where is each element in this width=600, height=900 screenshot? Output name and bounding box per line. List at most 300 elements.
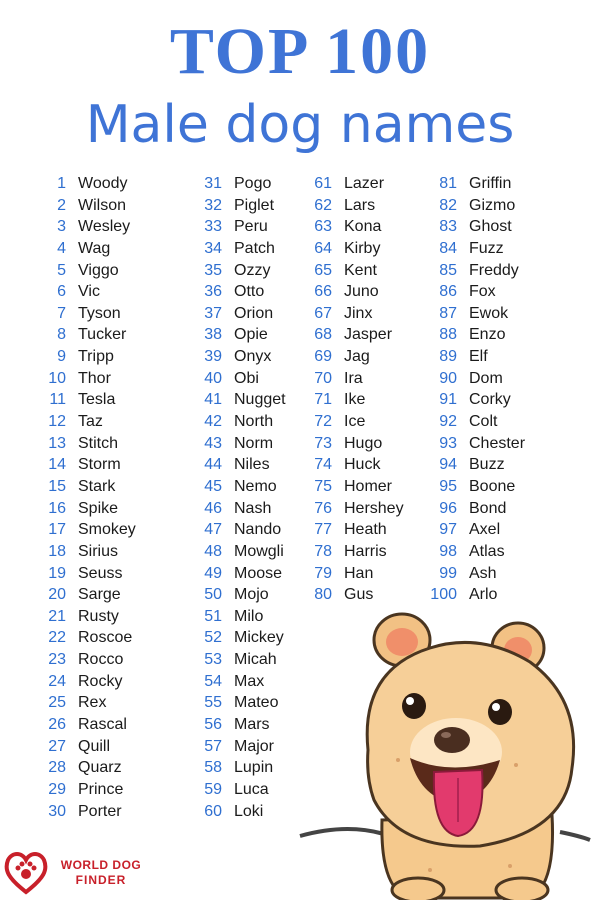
dog-name: Harris <box>344 542 387 560</box>
name-row <box>306 260 404 282</box>
dog-name: Tyson <box>78 304 121 322</box>
name-column-4 <box>420 173 525 606</box>
dog-name: Jag <box>344 348 370 366</box>
rank-number: 82 <box>439 196 457 214</box>
rank-number: 72 <box>314 413 332 431</box>
dog-name: Rex <box>78 694 107 712</box>
name-row <box>420 216 525 238</box>
rank-number: 19 <box>48 564 66 582</box>
name-row <box>420 346 525 368</box>
rank-number: 56 <box>204 716 222 734</box>
dog-name: Max <box>234 672 265 690</box>
name-row <box>196 324 286 346</box>
name-row <box>36 519 136 541</box>
dog-name: Lazer <box>344 175 385 192</box>
rank-number: 11 <box>49 391 66 409</box>
dog-name: Niles <box>234 456 270 474</box>
dog-name: Pogo <box>234 175 272 192</box>
dog-name: Enzo <box>469 326 506 344</box>
name-row <box>196 411 286 433</box>
dog-name: Quill <box>78 737 111 755</box>
dog-name: Ash <box>469 564 497 582</box>
rank-number: 26 <box>48 716 66 734</box>
dog-name: Axel <box>469 521 501 539</box>
rank-number: 33 <box>204 218 222 236</box>
rank-number: 10 <box>48 369 66 387</box>
dog-name: Gizmo <box>469 196 516 214</box>
name-row <box>196 692 286 714</box>
name-row <box>196 736 286 758</box>
rank-number: 51 <box>204 607 222 625</box>
name-row <box>36 757 136 779</box>
rank-number: 47 <box>204 521 222 539</box>
dog-name: Stitch <box>78 434 119 452</box>
rank-number: 20 <box>48 586 66 604</box>
dog-name: Dom <box>469 369 503 387</box>
rank-number: 31 <box>204 175 222 192</box>
rank-number: 68 <box>314 326 332 344</box>
rank-number: 5 <box>57 261 66 279</box>
name-row <box>36 260 136 282</box>
dog-name: Nugget <box>234 391 286 409</box>
name-row <box>196 714 286 736</box>
dog-name: Wesley <box>78 218 131 236</box>
name-row <box>36 606 136 628</box>
name-row <box>36 195 136 217</box>
dog-name: Arlo <box>469 586 498 604</box>
rank-number: 75 <box>314 477 332 495</box>
name-column-1 <box>36 173 136 822</box>
name-row <box>196 281 286 303</box>
rank-number: 18 <box>48 542 66 560</box>
dog-name: Juno <box>344 283 379 301</box>
dog-name: Spike <box>78 499 119 517</box>
dog-name: Norm <box>234 434 274 452</box>
rank-number: 24 <box>48 672 66 690</box>
rank-number: 59 <box>204 780 222 798</box>
rank-number: 41 <box>204 391 222 409</box>
name-row <box>306 411 404 433</box>
rank-number: 60 <box>204 802 222 820</box>
name-row <box>196 303 286 325</box>
name-row <box>420 519 525 541</box>
rank-number: 61 <box>314 175 332 192</box>
dog-name: Mateo <box>234 694 279 712</box>
rank-number: 2 <box>57 196 66 214</box>
name-row <box>420 476 525 498</box>
rank-number: 37 <box>204 304 222 322</box>
rank-number: 21 <box>48 607 66 625</box>
name-row <box>420 433 525 455</box>
logo-text-line1: WORLD DOG <box>60 858 142 872</box>
dog-name: Hershey <box>344 499 404 517</box>
rank-number: 49 <box>204 564 222 582</box>
name-row <box>36 346 136 368</box>
dog-name: Jasper <box>344 326 393 344</box>
dog-name: Sarge <box>78 586 121 604</box>
name-row <box>306 541 404 563</box>
name-row <box>36 216 136 238</box>
dog-name: Woody <box>78 175 128 192</box>
name-row <box>420 411 525 433</box>
rank-number: 69 <box>314 348 332 366</box>
name-row <box>36 801 136 823</box>
name-row <box>306 303 404 325</box>
dog-name: Mars <box>234 716 270 734</box>
dog-name: Corky <box>469 391 511 409</box>
rank-number: 91 <box>439 391 457 409</box>
rank-number: 89 <box>439 348 457 366</box>
rank-number: 55 <box>204 694 222 712</box>
dog-name: Gus <box>344 586 374 604</box>
rank-number: 50 <box>204 586 222 604</box>
rank-number: 36 <box>204 283 222 301</box>
rank-number: 42 <box>204 413 222 431</box>
rank-number: 83 <box>439 218 457 236</box>
name-row <box>306 368 404 390</box>
name-column-3 <box>306 173 404 606</box>
dog-name: Porter <box>78 802 122 820</box>
rank-number: 40 <box>204 369 222 387</box>
dog-name: Ira <box>344 369 363 387</box>
name-row <box>420 454 525 476</box>
rank-number: 87 <box>439 304 457 322</box>
name-row <box>306 476 404 498</box>
name-row <box>196 433 286 455</box>
name-row <box>196 541 286 563</box>
rank-number: 22 <box>48 629 66 647</box>
dog-name: Piglet <box>234 196 275 214</box>
rank-number: 96 <box>439 499 457 517</box>
dog-name: Taz <box>78 413 103 431</box>
dog-name: Tucker <box>78 326 127 344</box>
rank-number: 90 <box>439 369 457 387</box>
dog-name: Homer <box>344 477 393 495</box>
name-row <box>196 757 286 779</box>
rank-number: 3 <box>57 218 66 236</box>
rank-number: 38 <box>204 326 222 344</box>
name-row <box>420 563 525 585</box>
dog-name: Opie <box>234 326 268 344</box>
rank-number: 95 <box>439 477 457 495</box>
dog-name: Obi <box>234 369 259 387</box>
rank-number: 65 <box>314 261 332 279</box>
rank-number: 81 <box>439 175 457 192</box>
name-row <box>36 303 136 325</box>
name-row <box>36 433 136 455</box>
rank-number: 6 <box>57 283 66 301</box>
dog-name: Viggo <box>78 261 119 279</box>
name-row <box>420 281 525 303</box>
name-row <box>36 173 136 195</box>
name-row <box>196 649 286 671</box>
name-row <box>36 627 136 649</box>
name-row <box>196 454 286 476</box>
name-row <box>196 238 286 260</box>
name-row <box>36 692 136 714</box>
name-row <box>306 173 404 195</box>
dog-name: Heath <box>344 521 387 539</box>
name-row <box>196 346 286 368</box>
name-row <box>306 216 404 238</box>
rank-number: 1 <box>57 175 66 192</box>
name-row <box>196 627 286 649</box>
name-row <box>306 433 404 455</box>
dog-name: Peru <box>234 218 268 236</box>
dog-name: Orion <box>234 304 274 322</box>
dog-name: Ice <box>344 413 366 431</box>
name-row <box>420 173 525 195</box>
dog-name: Micah <box>234 651 277 669</box>
name-row <box>420 195 525 217</box>
rank-number: 93 <box>439 434 457 452</box>
dog-name: Freddy <box>469 261 519 279</box>
name-row <box>306 389 404 411</box>
name-row <box>36 736 136 758</box>
dog-name: Ozzy <box>234 261 271 279</box>
dog-name: Lars <box>344 196 376 214</box>
dog-name: Seuss <box>78 564 123 582</box>
rank-number: 79 <box>314 564 332 582</box>
name-row <box>36 779 136 801</box>
dog-name: Moose <box>234 564 283 582</box>
name-row <box>420 389 525 411</box>
rank-number: 30 <box>48 802 66 820</box>
rank-number: 34 <box>204 239 222 257</box>
name-row <box>420 238 525 260</box>
rank-number: 7 <box>57 304 66 322</box>
rank-number: 100 <box>430 586 457 604</box>
name-row <box>36 281 136 303</box>
name-row <box>196 195 286 217</box>
rank-number: 12 <box>48 413 66 431</box>
name-row <box>196 498 286 520</box>
dog-name: Boone <box>469 477 516 495</box>
dog-name: Milo <box>234 607 264 625</box>
name-row <box>196 389 286 411</box>
name-row <box>196 260 286 282</box>
page-title: TOP 100 <box>169 15 431 88</box>
rank-number: 70 <box>314 369 332 387</box>
dog-name: Mojo <box>234 586 269 604</box>
name-row <box>420 541 525 563</box>
rank-number: 46 <box>204 499 222 517</box>
name-row <box>196 216 286 238</box>
rank-number: 64 <box>314 239 332 257</box>
name-row <box>36 563 136 585</box>
dog-name: Vic <box>78 283 100 301</box>
chow-chow-puppy-icon <box>290 600 600 900</box>
rank-number: 98 <box>439 542 457 560</box>
dog-name: Mowgli <box>234 542 284 560</box>
name-row <box>36 584 136 606</box>
dog-name: Loki <box>234 802 264 820</box>
rank-number: 53 <box>204 651 222 669</box>
name-row <box>306 563 404 585</box>
name-row <box>420 498 525 520</box>
name-row <box>196 173 286 195</box>
rank-number: 99 <box>439 564 457 582</box>
rank-number: 73 <box>314 434 332 452</box>
rank-number: 43 <box>204 434 222 452</box>
rank-number: 84 <box>439 239 457 257</box>
dog-name: Smokey <box>78 521 136 539</box>
name-row <box>306 454 404 476</box>
dog-name: Tesla <box>78 391 116 409</box>
rank-number: 44 <box>204 456 222 474</box>
name-row <box>36 389 136 411</box>
rank-number: 35 <box>204 261 222 279</box>
dog-name: Major <box>234 737 275 755</box>
rank-number: 14 <box>48 456 66 474</box>
rank-number: 52 <box>204 629 222 647</box>
dog-name: Ike <box>344 391 366 409</box>
name-row <box>196 584 286 606</box>
rank-number: 80 <box>314 586 332 604</box>
name-row <box>196 606 286 628</box>
rank-number: 16 <box>48 499 66 517</box>
dog-name: Lupin <box>234 759 274 777</box>
dog-name: Ewok <box>469 304 509 322</box>
rank-number: 8 <box>57 326 66 344</box>
rank-number: 54 <box>204 672 222 690</box>
rank-number: 17 <box>48 521 66 539</box>
dog-name: Bond <box>469 499 507 517</box>
dog-name: Wilson <box>78 196 127 214</box>
rank-number: 13 <box>48 434 66 452</box>
rank-number: 23 <box>48 651 66 669</box>
name-row <box>196 779 286 801</box>
dog-name: Nando <box>234 521 282 539</box>
dog-name: Atlas <box>469 542 505 560</box>
rank-number: 57 <box>204 737 222 755</box>
name-row <box>420 260 525 282</box>
dog-name: Rascal <box>78 716 127 734</box>
rank-number: 78 <box>314 542 332 560</box>
rank-number: 45 <box>204 477 222 495</box>
dog-name: Wag <box>78 239 111 257</box>
name-row <box>306 324 404 346</box>
rank-number: 58 <box>204 759 222 777</box>
rank-number: 97 <box>439 521 457 539</box>
name-row <box>196 476 286 498</box>
name-row <box>36 324 136 346</box>
dog-name: Huck <box>344 456 381 474</box>
dog-name: Kona <box>344 218 382 236</box>
name-row <box>306 498 404 520</box>
dog-name: Nash <box>234 499 272 517</box>
dog-name: Tripp <box>78 348 114 366</box>
rank-number: 25 <box>48 694 66 712</box>
dog-name: Roscoe <box>78 629 133 647</box>
dog-name: Kent <box>344 261 377 279</box>
name-row <box>36 498 136 520</box>
rank-number: 88 <box>439 326 457 344</box>
dog-name: North <box>234 413 274 431</box>
dog-name: Storm <box>78 456 121 474</box>
rank-number: 76 <box>314 499 332 517</box>
name-row <box>306 238 404 260</box>
name-row <box>36 238 136 260</box>
rank-number: 32 <box>204 196 222 214</box>
name-row <box>36 411 136 433</box>
name-row <box>36 454 136 476</box>
rank-number: 63 <box>314 218 332 236</box>
dog-name: Otto <box>234 283 265 301</box>
rank-number: 28 <box>48 759 66 777</box>
logo-text-line2: FINDER <box>75 873 127 887</box>
name-row <box>306 281 404 303</box>
dog-name: Patch <box>234 239 275 257</box>
dog-name: Buzz <box>469 456 505 474</box>
rank-number: 15 <box>48 477 66 495</box>
rank-number: 66 <box>314 283 332 301</box>
name-column-2 <box>196 173 286 822</box>
dog-name: Rocky <box>78 672 123 690</box>
rank-number: 67 <box>314 304 332 322</box>
rank-number: 27 <box>48 737 66 755</box>
name-row <box>36 671 136 693</box>
name-row <box>196 801 286 823</box>
heart-paw-icon <box>2 848 50 896</box>
name-row <box>420 368 525 390</box>
rank-number: 71 <box>314 391 332 409</box>
rank-number: 86 <box>439 283 457 301</box>
dog-name: Colt <box>469 413 498 431</box>
name-row <box>196 563 286 585</box>
world-dog-finder-logo <box>0 848 160 896</box>
page-subtitle: Male dog names <box>85 95 515 155</box>
rank-number: 85 <box>439 261 457 279</box>
dog-name: Mickey <box>234 629 284 647</box>
rank-number: 77 <box>314 521 332 539</box>
dog-name: Stark <box>78 477 116 495</box>
dog-name: Jinx <box>344 304 373 322</box>
name-row <box>36 649 136 671</box>
dog-name: Sirius <box>78 542 119 560</box>
name-row <box>36 368 136 390</box>
dog-name: Fox <box>469 283 496 301</box>
rank-number: 39 <box>204 348 222 366</box>
name-row <box>36 476 136 498</box>
name-row <box>420 303 525 325</box>
dog-name: Nemo <box>234 477 277 495</box>
rank-number: 4 <box>57 239 66 257</box>
rank-number: 92 <box>439 413 457 431</box>
dog-name: Luca <box>234 780 269 798</box>
rank-number: 9 <box>57 348 66 366</box>
dog-name: Chester <box>469 434 526 452</box>
rank-number: 94 <box>439 456 457 474</box>
dog-name: Onyx <box>234 348 272 366</box>
name-row <box>196 368 286 390</box>
dog-name: Griffin <box>469 175 512 192</box>
name-row <box>196 671 286 693</box>
name-row <box>36 541 136 563</box>
dog-name: Thor <box>78 369 111 387</box>
dog-name: Elf <box>469 348 488 366</box>
name-row <box>420 324 525 346</box>
rank-number: 74 <box>314 456 332 474</box>
dog-name: Hugo <box>344 434 383 452</box>
dog-name: Kirby <box>344 239 381 257</box>
name-row <box>196 519 286 541</box>
dog-name: Quarz <box>78 759 122 777</box>
dog-name: Rusty <box>78 607 119 625</box>
name-row <box>306 346 404 368</box>
dog-name: Han <box>344 564 374 582</box>
rank-number: 48 <box>204 542 222 560</box>
